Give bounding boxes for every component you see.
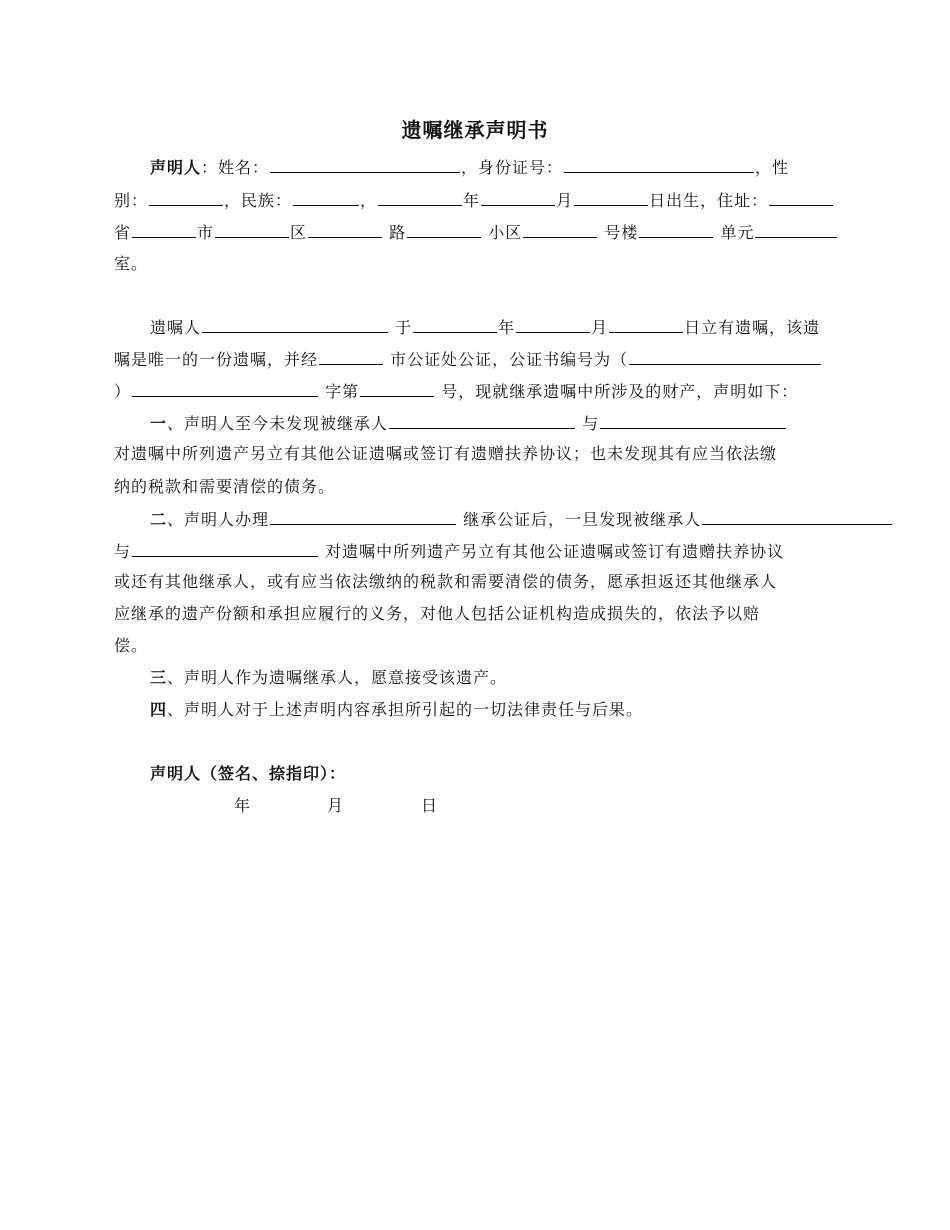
item1-text-b: 对遗嘱中所列遗产另立有其他公证遗嘱或签订有遗赠扶养协议；也未发现其有应当依法缴 — [114, 444, 778, 463]
unit-blank[interactable] — [639, 219, 713, 238]
on-label: 于 — [395, 318, 413, 337]
notary-code-blank[interactable] — [629, 346, 821, 365]
declarant-line-4 — [114, 252, 148, 276]
item1-text-c: 纳的税款和需要清偿的债务。 — [114, 477, 336, 496]
notary-prefix-blank[interactable] — [132, 378, 318, 397]
province-label: 省 — [114, 223, 132, 242]
road-blank[interactable] — [308, 219, 382, 238]
item2-other-blank[interactable] — [132, 538, 318, 557]
birth-address-label: 日出生，住址： — [649, 191, 769, 210]
district-label: 区 — [290, 223, 308, 242]
ethnicity-label: ，民族： — [224, 191, 293, 210]
item4-number: 四 — [150, 700, 168, 719]
declaration-intro: 号，现就继承遗嘱中所涉及的财产，声明如下： — [441, 382, 799, 401]
item2-text-e: 应继承的遗产份额和承担应履行的义务，对他人包括公证机构造成损失的，依法予以赔 — [114, 604, 761, 623]
item2-and: 与 — [114, 542, 132, 561]
gender-blank[interactable] — [149, 187, 223, 206]
close-paren: ） — [114, 382, 132, 401]
declarant-line-1 — [150, 154, 789, 178]
item2-text-f: 偿。 — [114, 636, 149, 655]
room-blank[interactable] — [755, 219, 837, 238]
id-number-blank[interactable] — [564, 154, 754, 173]
item1-line-1 — [150, 410, 787, 434]
will-made-text: 日立有遗嘱，该遗 — [684, 318, 821, 337]
will-month-blank[interactable] — [516, 314, 590, 333]
item1-line-2 — [114, 442, 777, 466]
will-year-label: 年 — [498, 318, 516, 337]
building-blank[interactable] — [523, 219, 597, 238]
item2-number: 二 — [150, 510, 168, 529]
item2-text-b: 继承公证后，一旦发现被继承人 — [463, 510, 702, 529]
will-year-blank[interactable] — [413, 314, 497, 333]
name-label: ：姓名： — [201, 158, 270, 177]
name-blank[interactable] — [270, 154, 460, 173]
declarant-line-2 — [114, 187, 834, 211]
item2-line-3 — [114, 570, 777, 594]
item2-line-2 — [114, 538, 784, 562]
notary-serial-blank[interactable] — [360, 378, 434, 397]
signature-date — [0, 794, 950, 818]
item4-line — [150, 698, 643, 722]
declarant-line-3 — [114, 219, 838, 243]
item2-line-5 — [114, 634, 148, 658]
notary-number-label: 市公证处公证，公证书编号为（ — [390, 350, 629, 369]
signature-label: 声明人（签名、捺指印）： — [150, 764, 347, 783]
testator-name-blank[interactable] — [202, 314, 388, 333]
month-label: 月 — [556, 191, 574, 210]
community-blank[interactable] — [407, 219, 481, 238]
item2-text-a: 、声明人办理 — [167, 510, 270, 529]
item2-handle-blank[interactable] — [270, 506, 456, 525]
building-label: 号楼 — [604, 223, 639, 242]
unit-label: 单元 — [720, 223, 755, 242]
item3-line — [150, 666, 507, 690]
sign-day-label: 日 — [421, 796, 439, 815]
comma: ， — [360, 191, 378, 210]
id-label: ，身份证号： — [461, 158, 564, 177]
item2-line-4 — [114, 602, 760, 626]
birth-month-blank[interactable] — [481, 187, 555, 206]
item1-number: 一 — [150, 414, 168, 433]
gender-label-end: 别： — [114, 191, 149, 210]
testator-label: 遗嘱人 — [150, 318, 202, 337]
sign-month-label: 月 — [327, 796, 345, 815]
testator-line-1 — [150, 314, 820, 338]
item2-text-d: 或还有其他继承人，或有应当依法缴纳的税款和需要清偿的债务，愿承担返还其他继承人 — [114, 572, 778, 591]
sign-year-label: 年 — [234, 796, 252, 815]
item1-line-3 — [114, 475, 335, 499]
city-blank[interactable] — [132, 219, 196, 238]
road-label: 路 — [389, 223, 407, 242]
city-label: 市 — [197, 223, 215, 242]
character-label: 字第 — [325, 382, 360, 401]
item2-line-1 — [150, 506, 893, 530]
year-label: 年 — [463, 191, 481, 210]
notarized-text: 嘱是唯一的一份遗嘱，并经 — [114, 350, 319, 369]
item3-text: 、声明人作为遗嘱继承人，愿意接受该遗产。 — [167, 668, 508, 687]
item4-text: 、声明人对于上述声明内容承担所引起的一切法律责任与后果。 — [167, 700, 644, 719]
item2-decedent-blank[interactable] — [702, 506, 892, 525]
birth-day-blank[interactable] — [574, 187, 648, 206]
testator-line-3 — [114, 378, 798, 402]
district-blank[interactable] — [215, 219, 289, 238]
item2-text-c: 对遗嘱中所列遗产另立有其他公证遗嘱或签订有遗赠扶养协议 — [325, 542, 785, 561]
birth-year-blank[interactable] — [378, 187, 462, 206]
room-label: 室。 — [114, 254, 149, 273]
will-month-label: 月 — [591, 318, 609, 337]
item1-decedent-blank[interactable] — [389, 410, 575, 429]
declarant-label: 声明人 — [150, 158, 202, 177]
item1-other-blank[interactable] — [600, 410, 786, 429]
will-day-blank[interactable] — [609, 314, 683, 333]
community-label: 小区 — [488, 223, 523, 242]
notary-city-blank[interactable] — [319, 346, 383, 365]
testator-line-2 — [114, 346, 822, 370]
gender-label-start: ，性 — [755, 158, 790, 177]
item3-number: 三 — [150, 668, 168, 687]
item1-text-a: 、声明人至今未发现被继承人 — [167, 414, 389, 433]
document-title: 遗嘱继承声明书 — [401, 118, 549, 142]
address-blank[interactable] — [769, 187, 833, 206]
ethnicity-blank[interactable] — [293, 187, 359, 206]
item1-and: 与 — [582, 414, 600, 433]
